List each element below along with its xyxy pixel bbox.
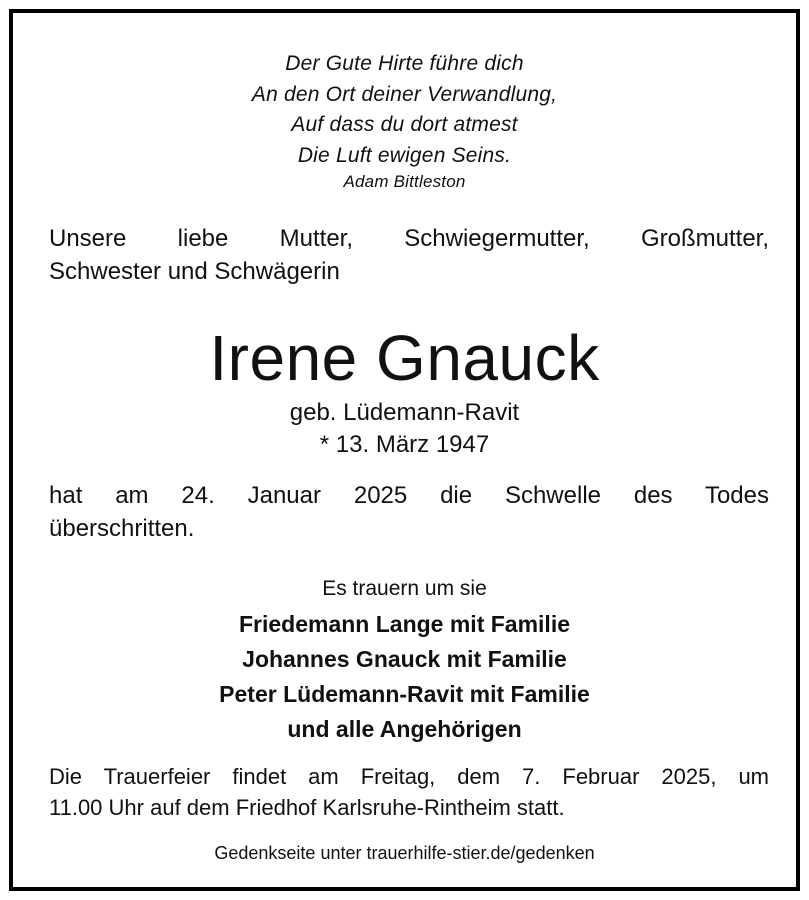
mourners-list [13, 607, 796, 747]
passing-line: überschritten. [49, 515, 195, 542]
poem [13, 49, 796, 193]
poem-author: Adam Bittleston [343, 172, 466, 191]
mourner-name: und alle Angehörigen [287, 716, 522, 742]
poem-line: Die Luft ewigen Seins. [297, 143, 512, 167]
mourner-name: Friedemann Lange mit Familie [238, 611, 571, 637]
deceased-name: Irene Gnauck [209, 322, 600, 394]
intro-line: Schwester und Schwägerin [49, 258, 340, 285]
poem-line: Der Gute Hirte führe dich [285, 52, 524, 75]
mourner-name: Peter Lüdemann-Ravit mit Familie [219, 681, 590, 707]
mourner-name: Johannes Gnauck mit Familie [242, 646, 567, 672]
poem-line: Auf dass du dort atmest [291, 113, 518, 136]
ceremony-line: 11.00 Uhr auf dem Friedhof Karlsruhe-Rintheim statt. [49, 795, 565, 820]
ceremony-line: Die Trauerfeier findet am Freitag, dem 7. Februar 2025, um [49, 764, 769, 789]
poem-line: An den Ort deiner Verwandlung, [251, 82, 558, 106]
birth-date: * 13. März 1947 [319, 431, 490, 458]
passing-text [49, 479, 769, 545]
intro-text [49, 222, 769, 288]
passing-line: hat am 24. Januar 2025 die Schwelle des Todes [49, 482, 769, 509]
obituary-notice [9, 9, 800, 891]
memorial-page-link[interactable]: Gedenkseite unter trauerhilfe-stier.de/gedenken [214, 843, 595, 863]
birth-name: geb. Lüdemann-Ravit [289, 399, 520, 426]
intro-line: Unsere liebe Mutter, Schwiegermutter, Großmutter, [49, 225, 769, 252]
mourners-intro: Es trauern um sie [322, 577, 487, 600]
ceremony-info [49, 761, 769, 823]
